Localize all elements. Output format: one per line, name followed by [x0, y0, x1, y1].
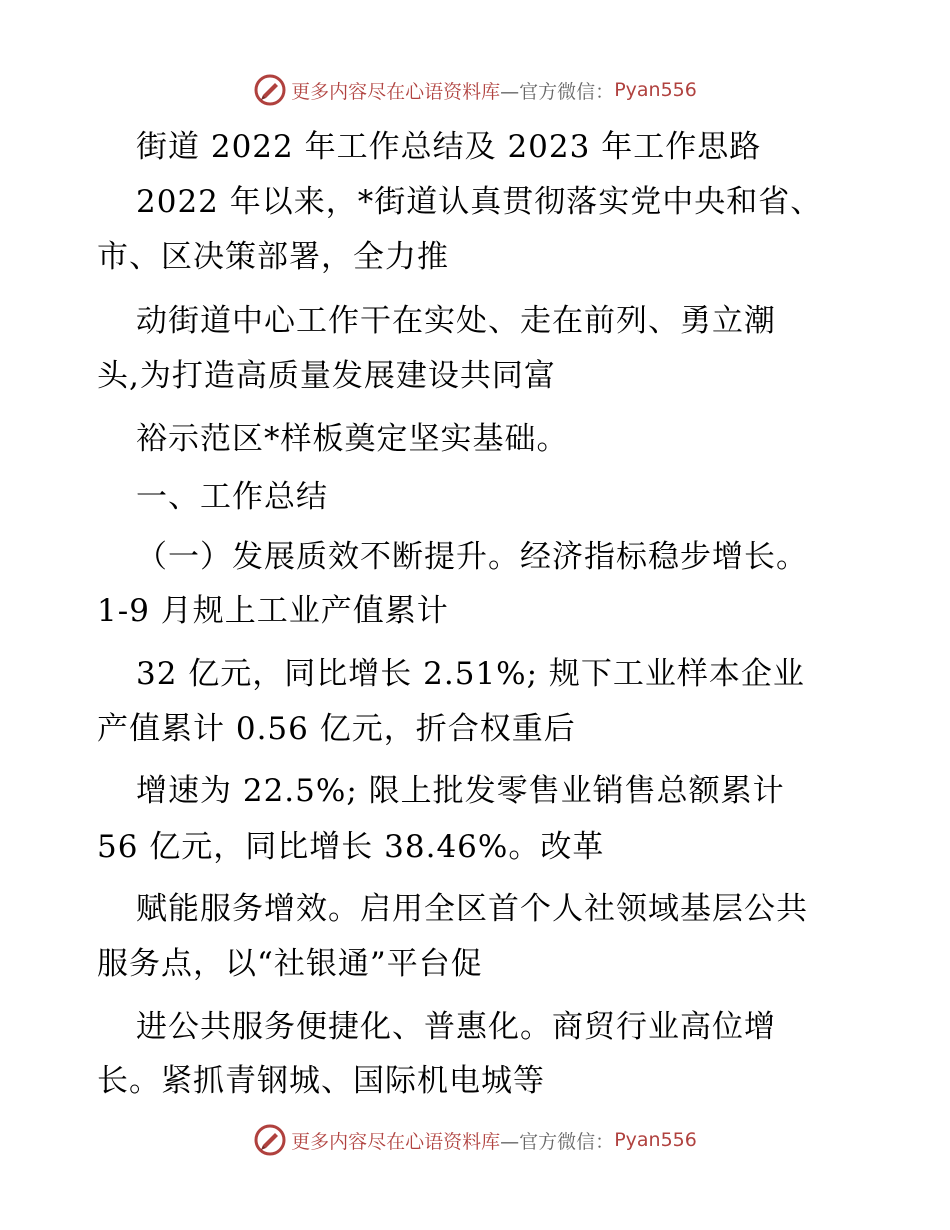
banner-wechat-id: Pyan556 — [614, 79, 697, 101]
paragraph-line: 增速为 22.5%; 限上批发零售业销售总额累计 — [136, 773, 785, 809]
paragraph-line: 裕示范区*样板奠定坚实基础。 — [136, 421, 569, 457]
paragraph-line: 2022 年以来，*街道认真贯彻落实党中央和省、 — [136, 184, 823, 220]
banner-wechat-label: —官方微信： — [500, 1130, 615, 1153]
document-title: 街道 2022 年工作总结及 2023 年工作思路 — [136, 129, 762, 165]
paragraph-line: 产值累计 0.56 亿元，折合权重后 — [97, 711, 576, 747]
subsection-heading: （一）发展质效不断提升。经济指标稳步增长。 — [136, 539, 808, 575]
paragraph-line: 长。紧抓青钢城、国际机电城等 — [97, 1063, 545, 1099]
paragraph-line: 56 亿元，同比增长 38.46%。改革 — [97, 829, 605, 865]
section-heading: 一、工作总结 — [136, 479, 328, 515]
pen-heart-logo-icon — [253, 1123, 287, 1157]
header-banner — [0, 70, 950, 110]
footer-banner — [0, 1120, 950, 1160]
pen-heart-logo-icon — [253, 73, 287, 107]
paragraph-line: 赋能服务增效。启用全区首个人社领域基层公共 — [136, 891, 808, 927]
banner-text: 更多内容尽在心语资料库 — [291, 1130, 501, 1153]
paragraph-line: 进公共服务便捷化、普惠化。商贸行业高位增 — [136, 1009, 776, 1045]
paragraph-line: 动街道中心工作干在实处、走在前列、勇立潮 — [136, 303, 776, 339]
paragraph-line: 市、区决策部署，全力推 — [97, 239, 449, 275]
paragraph-line: 32 亿元，同比增长 2.51%; 规下工业样本企业 — [136, 656, 805, 692]
banner-wechat-id: Pyan556 — [614, 1129, 697, 1151]
banner-wechat-label: —官方微信： — [500, 80, 615, 103]
paragraph-line: 服务点，以“社银通”平台促 — [97, 946, 483, 982]
paragraph-line: 1-9 月规上工业产值累计 — [97, 593, 449, 629]
banner-text: 更多内容尽在心语资料库 — [291, 80, 501, 103]
paragraph-line: 头,为打造高质量发展建设共同富 — [97, 358, 556, 394]
